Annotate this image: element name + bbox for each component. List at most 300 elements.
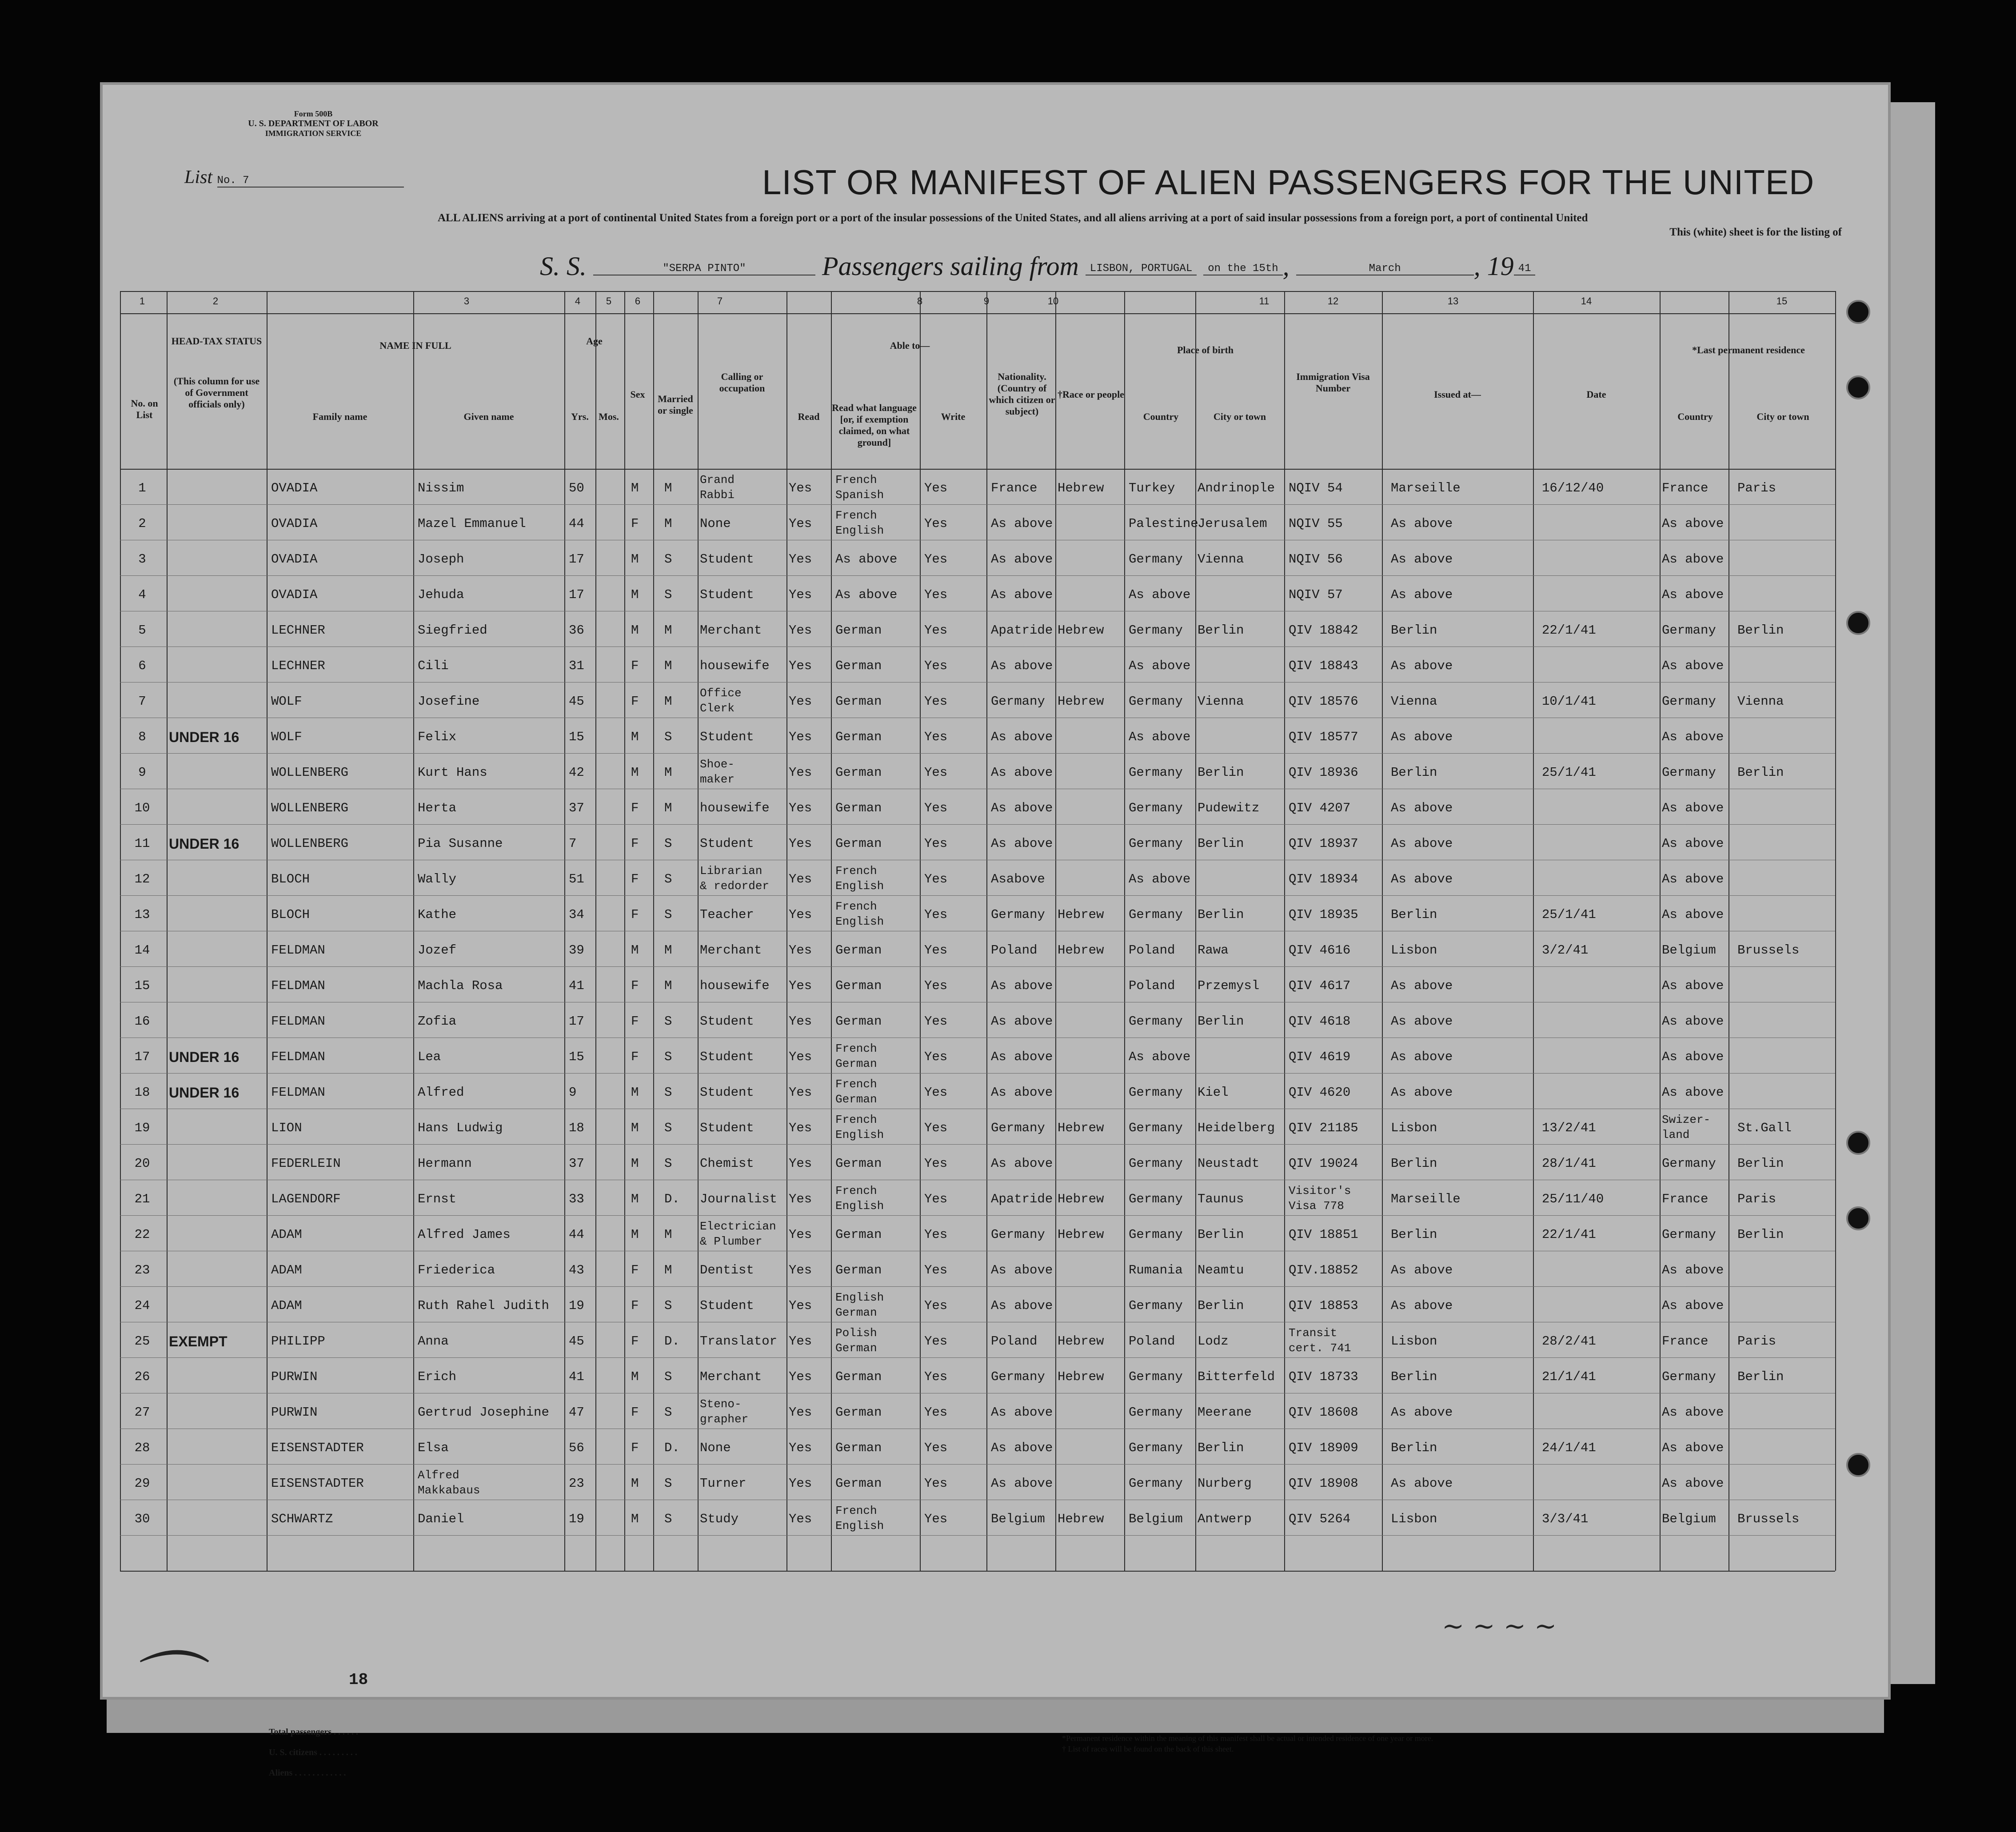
family-name: LECHNER: [271, 659, 325, 673]
given-name: Siegfried: [418, 623, 487, 638]
birth-city: Neustadt: [1198, 1156, 1260, 1171]
marital-status: S: [664, 552, 672, 567]
family-name: ADAM: [271, 1263, 302, 1277]
row-number: 7: [138, 694, 146, 709]
race: Hebrew: [1058, 1121, 1104, 1135]
sex: M: [631, 1476, 639, 1491]
age-years: 45: [569, 1334, 584, 1349]
header-name-in-full: NAME IN FULL: [379, 340, 451, 351]
marital-status: M: [664, 623, 672, 638]
birth-city: Antwerp: [1198, 1512, 1252, 1526]
can-read: Yes: [789, 516, 812, 531]
birth-city: Berlin: [1198, 1441, 1244, 1455]
can-write: Yes: [924, 801, 948, 815]
given-name: Cili: [418, 659, 449, 673]
row-number: 22: [134, 1227, 150, 1242]
read-language: French English: [835, 509, 884, 537]
header-married: Married or single: [658, 393, 693, 416]
residence-country: As above: [1662, 1085, 1724, 1100]
row-number: 1: [138, 481, 146, 495]
handwritten-mark: ⌒: [127, 1644, 198, 1727]
issue-date: 10/1/41: [1542, 694, 1596, 709]
marital-status: S: [664, 587, 672, 602]
birth-country: Rumania: [1129, 1263, 1183, 1277]
header-res-country: Country: [1677, 411, 1713, 422]
age-years: 44: [569, 1227, 584, 1242]
occupation: Librarian & redorder: [700, 864, 770, 893]
read-language: As above: [835, 587, 898, 602]
sex: M: [631, 1227, 639, 1242]
birth-country: Germany: [1129, 765, 1183, 780]
header-issued-at: Issued at—: [1434, 389, 1481, 400]
issue-date: 25/1/41: [1542, 907, 1596, 922]
visa-number: QIV 18733: [1289, 1369, 1358, 1384]
residence-country: As above: [1662, 1050, 1724, 1064]
row-divider: [120, 1073, 1835, 1074]
family-name: FELDMAN: [271, 1085, 325, 1100]
header-yrs: Yrs.: [571, 411, 589, 422]
visa-number: QIV 18908: [1289, 1476, 1358, 1491]
issued-at: As above: [1391, 1085, 1453, 1100]
sex: M: [631, 943, 639, 958]
can-write: Yes: [924, 694, 948, 709]
age-years: 19: [569, 1512, 584, 1526]
given-name: Herta: [418, 801, 457, 815]
issue-date: 16/12/40: [1542, 481, 1604, 495]
can-write: Yes: [924, 1441, 948, 1455]
occupation: Chemist: [700, 1156, 754, 1171]
family-name: ADAM: [271, 1298, 302, 1313]
row-number: 5: [138, 623, 146, 638]
family-name: BLOCH: [271, 907, 310, 922]
residence-city: Brussels: [1737, 1512, 1800, 1526]
age-years: 51: [569, 872, 584, 886]
sex: M: [631, 1156, 639, 1171]
family-name: ADAM: [271, 1227, 302, 1242]
read-language: French English: [835, 1504, 884, 1533]
can-read: Yes: [789, 1441, 812, 1455]
intro-line-2: This (white) sheet is for the listing of: [1669, 226, 1842, 238]
birth-city: Berlin: [1198, 907, 1244, 922]
can-write: Yes: [924, 1156, 948, 1171]
read-language: French German: [835, 1078, 877, 1106]
age-years: 19: [569, 1298, 584, 1313]
issued-at: As above: [1391, 836, 1453, 851]
visa-number: QIV 18842: [1289, 623, 1358, 638]
read-language: German: [835, 1263, 882, 1277]
residence-country: Swizer- land: [1662, 1113, 1711, 1142]
visa-number: QIV 21185: [1289, 1121, 1358, 1135]
issued-at: As above: [1391, 1476, 1453, 1491]
can-read: Yes: [789, 872, 812, 886]
birth-country: As above: [1129, 1050, 1191, 1064]
sailing-month: March: [1296, 263, 1474, 275]
residence-city: Brussels: [1737, 943, 1800, 958]
form-header: [180, 109, 447, 138]
binder-hole: [1846, 375, 1870, 399]
issue-date: 25/1/41: [1542, 765, 1596, 780]
residence-country: As above: [1662, 587, 1724, 602]
residence-city: Paris: [1737, 481, 1776, 495]
residence-country: Germany: [1662, 1156, 1716, 1171]
sex: F: [631, 1050, 639, 1064]
column-number-divider: [120, 313, 1835, 314]
residence-country: As above: [1662, 659, 1724, 673]
occupation: housewife: [700, 801, 770, 815]
given-name: Erich: [418, 1369, 457, 1384]
row-number: 24: [134, 1298, 150, 1313]
sex: F: [631, 1263, 639, 1277]
column-number: 15: [1776, 295, 1788, 307]
age-years: 9: [569, 1085, 577, 1100]
visa-number: QIV 18853: [1289, 1298, 1358, 1313]
birth-city: Rawa: [1198, 943, 1229, 958]
issue-date: 22/1/41: [1542, 1227, 1596, 1242]
read-language: German: [835, 1476, 882, 1491]
total-passengers-label: Total passengers: [269, 1727, 331, 1737]
birth-city: Nurberg: [1198, 1476, 1252, 1491]
family-name: LION: [271, 1121, 302, 1135]
family-name: EISENSTADTER: [271, 1441, 364, 1455]
residence-country: As above: [1662, 1441, 1724, 1455]
visa-number: QIV 18576: [1289, 694, 1358, 709]
read-language: German: [835, 1405, 882, 1420]
birth-city: Berlin: [1198, 1298, 1244, 1313]
can-write: Yes: [924, 1227, 948, 1242]
read-language: German: [835, 1014, 882, 1029]
birth-city: Lodz: [1198, 1334, 1229, 1349]
issued-at: Vienna: [1391, 694, 1437, 709]
row-number: 26: [134, 1369, 150, 1384]
row-number: 8: [138, 730, 146, 744]
occupation: Student: [700, 730, 754, 744]
nationality: Asabove: [991, 872, 1045, 886]
nationality: As above: [991, 587, 1053, 602]
birth-city: Bitterfeld: [1198, 1369, 1275, 1384]
given-name: Jehuda: [418, 587, 464, 602]
issued-at: Berlin: [1391, 1156, 1437, 1171]
occupation: Electrician & Plumber: [700, 1220, 776, 1248]
nationality: As above: [991, 801, 1053, 815]
family-name: LAGENDORF: [271, 1192, 341, 1206]
given-name: Alfred: [418, 1085, 464, 1100]
age-years: 17: [569, 552, 584, 567]
read-language: French English: [835, 1113, 884, 1142]
can-write: Yes: [924, 552, 948, 567]
birth-country: As above: [1129, 730, 1191, 744]
row-number: 20: [134, 1156, 150, 1171]
header-no-on-list: No. on List: [131, 398, 158, 420]
read-language: German: [835, 659, 882, 673]
visa-number: QIV 4616: [1289, 943, 1351, 958]
issued-at: Berlin: [1391, 1441, 1437, 1455]
residence-country: Germany: [1662, 1369, 1716, 1384]
family-name: OVADIA: [271, 552, 318, 567]
residence-country: Germany: [1662, 1227, 1716, 1242]
family-name: EISENSTADTER: [271, 1476, 364, 1491]
issue-date: 13/2/41: [1542, 1121, 1596, 1135]
intro-text: [438, 211, 1842, 239]
marital-status: S: [664, 1050, 672, 1064]
birth-country: Turkey: [1129, 481, 1175, 495]
family-name: OVADIA: [271, 481, 318, 495]
age-years: 47: [569, 1405, 584, 1420]
given-name: Jozef: [418, 943, 457, 958]
head-tax-status: UNDER 16: [169, 729, 240, 745]
read-language: French English: [835, 900, 884, 928]
can-write: Yes: [924, 765, 948, 780]
issued-at: Berlin: [1391, 1369, 1437, 1384]
issue-date: 21/1/41: [1542, 1369, 1596, 1384]
visa-number: QIV 4619: [1289, 1050, 1351, 1064]
head-tax-status: EXEMPT: [169, 1333, 228, 1349]
header-race: †Race or people: [1058, 389, 1124, 400]
birth-city: Kiel: [1198, 1085, 1229, 1100]
sex: F: [631, 516, 639, 531]
issued-at: Lisbon: [1391, 1121, 1437, 1135]
residence-city: Berlin: [1737, 623, 1784, 638]
manifest-sheet: [100, 82, 1891, 1778]
aliens-label: Aliens: [269, 1768, 293, 1778]
given-name: Mazel Emmanuel: [418, 516, 526, 531]
row-number: 4: [138, 587, 146, 602]
race: Hebrew: [1058, 1227, 1104, 1242]
sex: M: [631, 552, 639, 567]
age-years: 50: [569, 481, 584, 495]
read-language: German: [835, 765, 882, 780]
birth-country: Germany: [1129, 1227, 1183, 1242]
head-tax-status: UNDER 16: [169, 836, 240, 852]
issued-at: As above: [1391, 801, 1453, 815]
row-divider: [120, 1286, 1835, 1287]
visa-number: NQIV 56: [1289, 552, 1343, 567]
visa-number: QIV 18937: [1289, 836, 1358, 851]
marital-status: M: [664, 659, 672, 673]
can-write: Yes: [924, 1476, 948, 1491]
marital-status: S: [664, 1298, 672, 1313]
service-name: IMMIGRATION SERVICE: [265, 129, 362, 138]
row-number: 17: [134, 1050, 150, 1064]
issued-at: Berlin: [1391, 765, 1437, 780]
row-number: 16: [134, 1014, 150, 1029]
residence-country: Germany: [1662, 694, 1716, 709]
header-age: Age: [586, 335, 603, 347]
nationality: Poland: [991, 943, 1038, 958]
visa-number: QIV 18851: [1289, 1227, 1358, 1242]
can-read: Yes: [789, 1121, 812, 1135]
issued-at: Berlin: [1391, 623, 1437, 638]
issued-at: As above: [1391, 1298, 1453, 1313]
marital-status: M: [664, 481, 672, 495]
birth-country: Germany: [1129, 1085, 1183, 1100]
age-years: 34: [569, 907, 584, 922]
can-write: Yes: [924, 481, 948, 495]
visa-number: QIV 18577: [1289, 730, 1358, 744]
column-divider: [1835, 291, 1836, 1571]
nationality: As above: [991, 978, 1053, 993]
read-language: English German: [835, 1291, 884, 1319]
binder-hole: [1846, 1131, 1870, 1155]
sex: F: [631, 1441, 639, 1455]
sailing-line: S. S. "SERPA PINTO" Passengers sailing from LISBON, PORTUGAL on the 15th , March , 19 41: [540, 251, 1535, 282]
row-number: 6: [138, 659, 146, 673]
age-years: 37: [569, 801, 584, 815]
read-language: French German: [835, 1042, 877, 1070]
can-read: Yes: [789, 552, 812, 567]
birth-country: As above: [1129, 587, 1191, 602]
family-name: OVADIA: [271, 516, 318, 531]
issued-at: As above: [1391, 659, 1453, 673]
column-number: 1: [139, 295, 145, 307]
birth-city: Berlin: [1198, 1014, 1244, 1029]
sex: F: [631, 801, 639, 815]
residence-country: France: [1662, 481, 1709, 495]
sex: F: [631, 1014, 639, 1029]
residence-country: As above: [1662, 1405, 1724, 1420]
residence-city: Vienna: [1737, 694, 1784, 709]
birth-city: Taunus: [1198, 1192, 1244, 1206]
footnote-races: † List of races will be found on the back of this sheet.: [1062, 1744, 1234, 1753]
table-top-border: [120, 291, 1835, 292]
issued-at: As above: [1391, 1014, 1453, 1029]
age-years: 23: [569, 1476, 584, 1491]
family-name: SCHWARTZ: [271, 1512, 333, 1526]
residence-country: France: [1662, 1334, 1709, 1349]
list-number-line: [184, 167, 404, 188]
head-tax-status: UNDER 16: [169, 1049, 240, 1065]
issued-at: As above: [1391, 516, 1453, 531]
race: Hebrew: [1058, 623, 1104, 638]
given-name: Kathe: [418, 907, 457, 922]
header-visa-number: Immigration Visa Number: [1296, 371, 1370, 394]
can-read: Yes: [789, 623, 812, 638]
row-divider: [120, 1464, 1835, 1465]
visa-number: QIV 4618: [1289, 1014, 1351, 1029]
us-citizens-label: U. S. citizens: [269, 1748, 317, 1757]
can-read: Yes: [789, 836, 812, 851]
residence-country: As above: [1662, 730, 1724, 744]
residence-city: Paris: [1737, 1192, 1776, 1206]
can-write: Yes: [924, 1050, 948, 1064]
can-write: Yes: [924, 623, 948, 638]
residence-city: Berlin: [1737, 1227, 1784, 1242]
occupation: Grand Rabbi: [700, 473, 735, 502]
occupation: Steno- grapher: [700, 1397, 749, 1426]
can-read: Yes: [789, 587, 812, 602]
row-divider: [120, 1357, 1835, 1358]
occupation: Student: [700, 1298, 754, 1313]
given-name: Alfred Makkabaus: [418, 1469, 480, 1497]
can-write: Yes: [924, 836, 948, 851]
can-read: Yes: [789, 1263, 812, 1277]
totals-block: Total passengers . . . . . . U. S. citizens . . . . . . . . . Aliens . . . . . . . . . . . .: [269, 1727, 358, 1778]
birth-country: Germany: [1129, 1405, 1183, 1420]
can-write: Yes: [924, 943, 948, 958]
row-divider: [120, 1144, 1835, 1145]
given-name: Kurt Hans: [418, 765, 487, 780]
residence-country: As above: [1662, 1014, 1724, 1029]
given-name: Ernst: [418, 1192, 457, 1206]
marital-status: S: [664, 730, 672, 744]
row-number: 14: [134, 943, 150, 958]
age-years: 43: [569, 1263, 584, 1277]
nationality: As above: [991, 552, 1053, 567]
nationality: As above: [991, 836, 1053, 851]
marital-status: S: [664, 1085, 672, 1100]
visa-number: QIV 19024: [1289, 1156, 1358, 1171]
header-date: Date: [1586, 389, 1606, 400]
issued-at: As above: [1391, 978, 1453, 993]
given-name: Gertrud Josephine: [418, 1405, 549, 1420]
can-read: Yes: [789, 1227, 812, 1242]
read-language: German: [835, 730, 882, 744]
list-number-field: No. 7: [217, 175, 404, 188]
birth-city: Neamtu: [1198, 1263, 1244, 1277]
sex: F: [631, 978, 639, 993]
nationality: As above: [991, 1298, 1053, 1313]
footnotes: [1062, 1733, 1433, 1754]
issue-date: 3/3/41: [1542, 1512, 1589, 1526]
occupation: Merchant: [700, 1369, 762, 1384]
residence-city: Paris: [1737, 1334, 1776, 1349]
given-name: Elsa: [418, 1441, 449, 1455]
sex: M: [631, 765, 639, 780]
nationality: Germany: [991, 1121, 1045, 1135]
nationality: As above: [991, 659, 1053, 673]
birth-country: As above: [1129, 659, 1191, 673]
nationality: Poland: [991, 1334, 1038, 1349]
read-language: French English: [835, 864, 884, 893]
birth-city: Berlin: [1198, 765, 1244, 780]
can-read: Yes: [789, 694, 812, 709]
marital-status: D.: [664, 1192, 680, 1206]
sex: F: [631, 694, 639, 709]
header-res-city: City or town: [1757, 411, 1809, 422]
visa-number: QIV 18843: [1289, 659, 1358, 673]
occupation: Merchant: [700, 943, 762, 958]
ship-name: "SERPA PINTO": [593, 263, 815, 275]
nationality: Germany: [991, 907, 1045, 922]
column-number: 7: [717, 295, 723, 307]
can-write: Yes: [924, 1334, 948, 1349]
row-number: 11: [134, 836, 150, 851]
can-read: Yes: [789, 730, 812, 744]
family-name: WOLLENBERG: [271, 801, 349, 815]
row-number: 29: [134, 1476, 150, 1491]
residence-country: As above: [1662, 836, 1724, 851]
occupation: Office Clerk: [700, 687, 742, 715]
family-name: PURWIN: [271, 1405, 318, 1420]
nationality: As above: [991, 1156, 1053, 1171]
header-last-residence: *Last permanent residence: [1692, 344, 1805, 355]
given-name: Ruth Rahel Judith: [418, 1298, 549, 1313]
issue-date: 25/11/40: [1542, 1192, 1604, 1206]
column-number: 5: [606, 295, 612, 307]
given-name: Wally: [418, 872, 457, 886]
occupation: Student: [700, 552, 754, 567]
issued-at: Lisbon: [1391, 1334, 1437, 1349]
given-name: Nissim: [418, 481, 464, 495]
read-language: French Spanish: [835, 473, 884, 502]
birth-country: Germany: [1129, 1441, 1183, 1455]
age-years: 18: [569, 1121, 584, 1135]
residence-country: As above: [1662, 978, 1724, 993]
given-name: Daniel: [418, 1512, 464, 1526]
can-read: Yes: [789, 978, 812, 993]
header-read: Read: [798, 411, 820, 422]
nationality: As above: [991, 1441, 1053, 1455]
occupation: Journalist: [700, 1192, 778, 1206]
